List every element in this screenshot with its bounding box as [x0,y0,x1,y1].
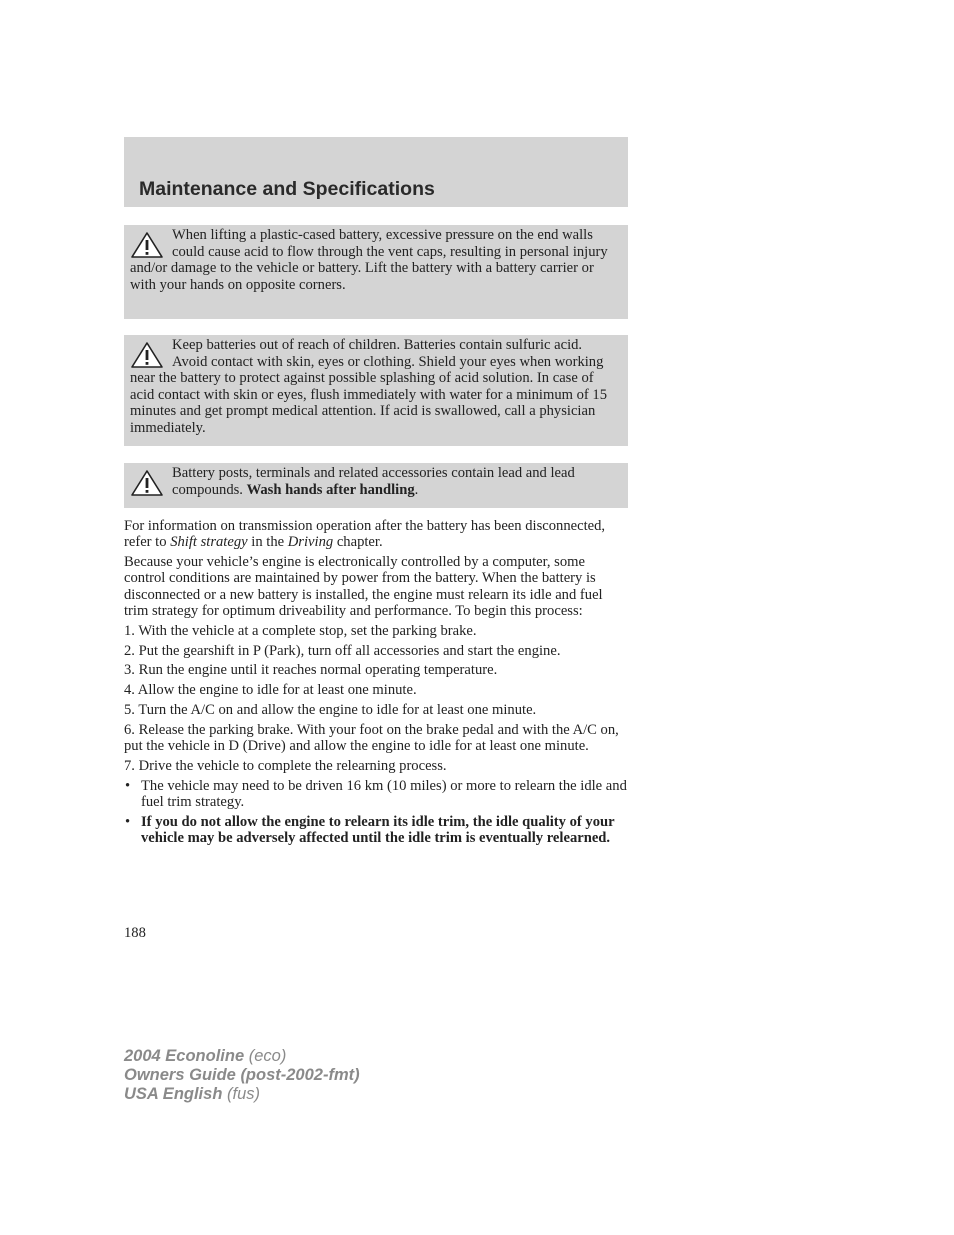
footer-line-guide: Owners Guide (post-2002-fmt) [124,1066,360,1084]
footer-line-model: 2004 Econoline (eco) [124,1047,287,1065]
warning-triangle-icon [130,469,164,497]
driving-chapter-reference: Driving [287,534,334,551]
bullet-item-bold: • If you do not allow the engine to relearn its idle trim, the idle quality of your vehicle may be adversely affected until the idle trim is eventually relearned. [125,813,615,847]
step-3: 3. Run the engine until it reaches normal operating temperature. [124,662,498,679]
intro-paragraph: Because your vehicle’s engine is electronically controlled by a computer, some control conditions are maintained by power from the battery. When the battery is disconnected or a new battery is installed, the engine must relearn its idle and fuel trim strategy for optimum driveability and performance. To begin this process: [124,554,603,619]
page-title: Maintenance and Specifications [139,178,435,200]
step-4: 4. Allow the engine to idle for at least one minute. [124,682,417,699]
bullet-dot: • [125,777,131,794]
warning-text: Keep batteries out of reach of children. Batteries contain sulfuric acid. Avoid contact with skin, eyes or clothing. Shield your eyes when working near the battery to protect against possible splashing of acid solution. In case of acid contact with skin or eyes, flush immediately with water for a minimum of 15 minutes and get prompt medical attention. If acid is swallowed, call a physician immediately. [130,337,608,436]
warning-box-acid [124,335,628,446]
bullet-dot: • [125,813,131,830]
warning-text: Battery posts, terminals and related accessories contain lead and lead compounds. Wash hands after handling. [172,465,575,498]
warning-box-plastic-battery [124,225,628,319]
transmission-paragraph: For information on transmission operation after the battery has been disconnected, refer to Shift strategy in the Driving chapter. [124,518,606,551]
step-5: 5. Turn the A/C on and allow the engine to idle for at least one minute. [124,701,537,718]
footer [124,1047,360,1104]
step-1: 1. With the vehicle at a complete stop, set the parking brake. [124,622,477,639]
warning-box-lead [124,463,628,508]
warning-triangle-icon [130,231,164,259]
footer-line-language: USA English (fus) [124,1085,260,1103]
warning-triangle-icon [130,341,164,369]
page-number: 188 [124,925,146,941]
body-text [124,518,628,850]
step-6: 6. Release the parking brake. With your foot on the brake pedal and with the A/C on, put the vehicle in D (Drive) and allow the engine to idle for at least one minute. [124,721,619,755]
warning-text: When lifting a plastic-cased battery, excessive pressure on the end walls could cause acid to flow through the vent caps, resulting in personal injury and/or damage to the vehicle or battery. Lift the battery with a battery carrier or with your hands on opposite corners. [130,227,608,293]
section-header [124,137,628,207]
step-7: 7. Drive the vehicle to complete the relearning process. [124,757,447,774]
shift-strategy-reference: Shift strategy [170,534,248,551]
step-2: 2. Put the gearshift in P (Park), turn off all accessories and start the engine. [124,642,561,659]
bullet-item: • The vehicle may need to be driven 16 km (10 miles) or more to relearn the idle and fuel trim strategy. [125,777,627,810]
